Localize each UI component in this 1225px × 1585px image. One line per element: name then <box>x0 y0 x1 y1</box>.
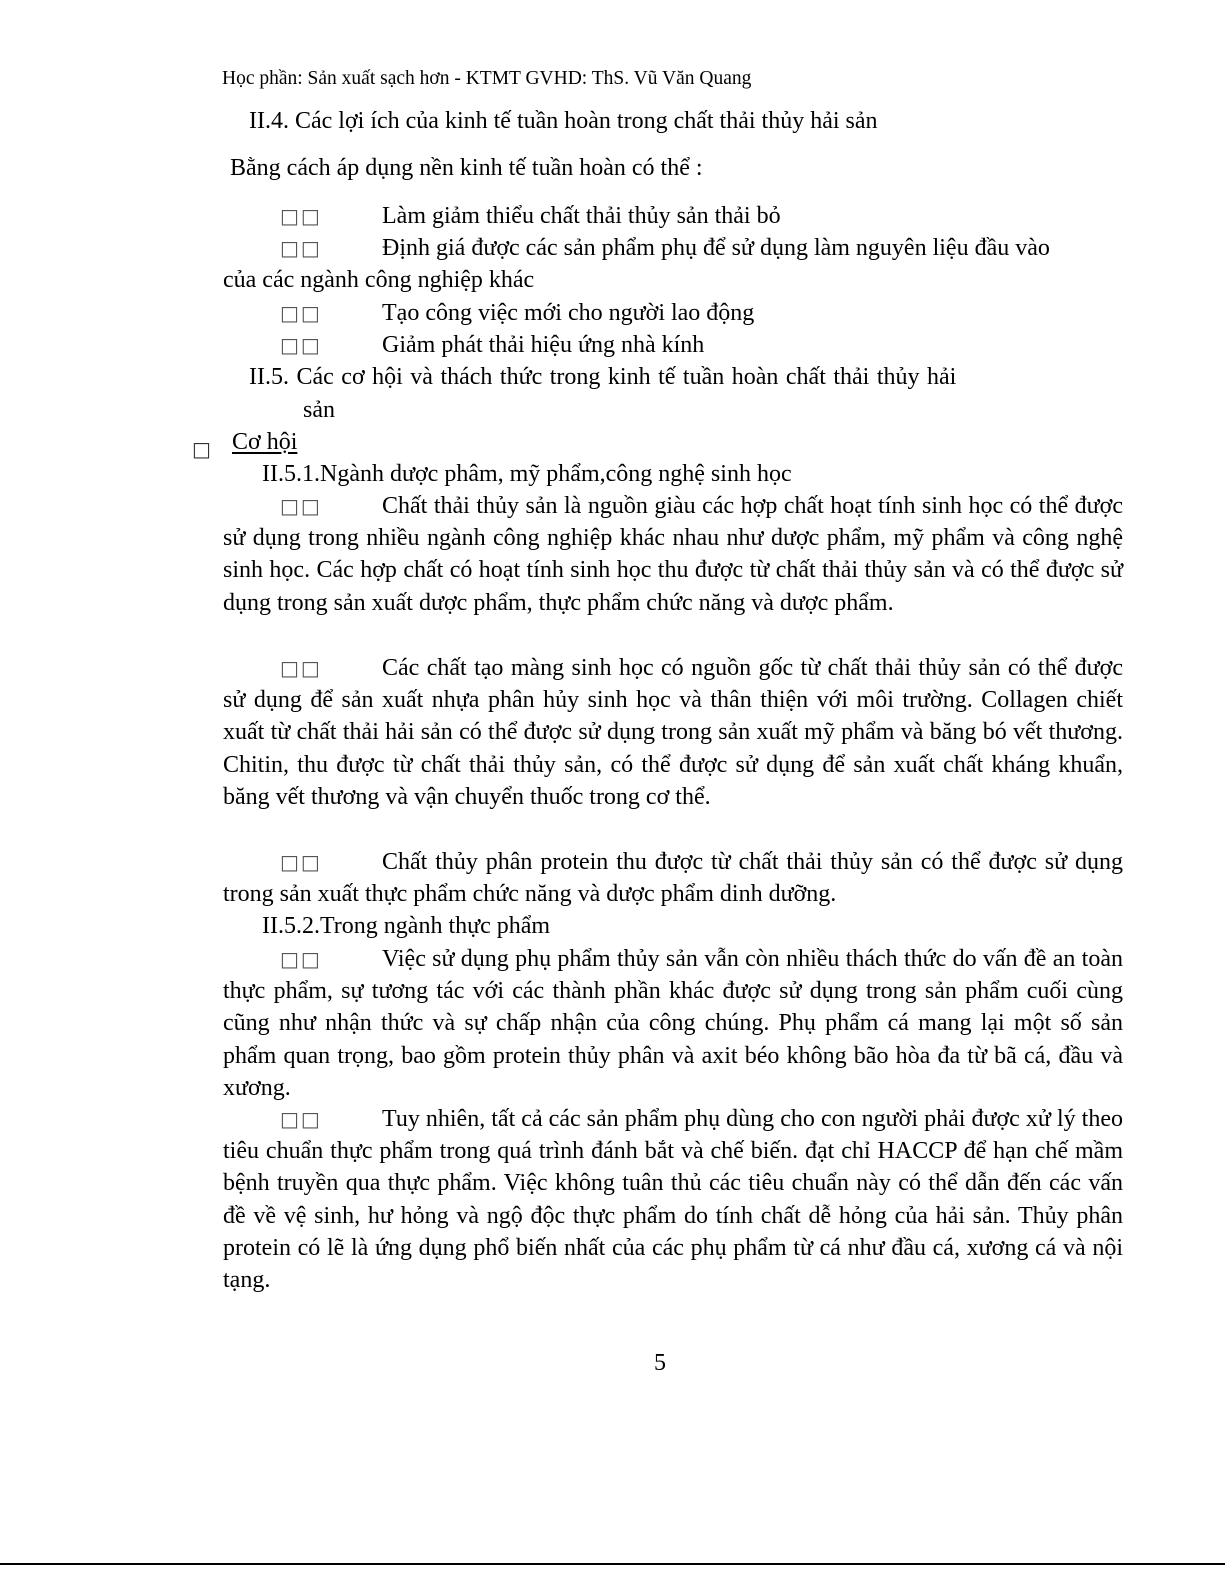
paragraph: □□ Các chất tạo màng sinh học có nguồn gốc từ chất thải thủy sản có thể được sử dụng để sản xuất nhựa phân hủy sinh học và thân thiện với môi trường. Collagen chiết xuất từ chất thải hải sản có thể được sử dụng trong sản xuất mỹ phẩm và băng bó vết thương. Chitin, thu được từ chất thải thủy sản, có thể được sử dụng để sản xuất chất kháng khuẩn, băng vết thương và vận chuyển thuốc trong cơ thể. <box>223 652 1123 813</box>
bullet-icon: □□ <box>280 494 322 518</box>
list-item: □□ Định giá được các sản phẩm phụ để sử dụng làm nguyên liệu đầu vào <box>280 232 1050 264</box>
bullet-icon: □□ <box>280 850 322 874</box>
bullet-icon: □□ <box>280 947 322 971</box>
list-item: □□ Làm giảm thiểu chất thải thủy sản thải bỏ <box>280 200 781 232</box>
bullet-icon: □□ <box>280 301 322 325</box>
bullet-icon: □□ <box>280 333 322 357</box>
page-number: 5 <box>654 1350 666 1376</box>
paragraph: □□ Chất thải thủy sản là nguồn giàu các hợp chất hoạt tính sinh học có thể được sử dụng trong nhiều ngành công nghiệp khác nhau như dược phẩm, mỹ phẩm và công nghệ sinh học. Các hợp chất có hoạt tính sinh học thu được từ chất thải thủy sản và có thể được sử dụng trong sản xuất dược phẩm, thực phẩm chức năng và dược phẩm. <box>223 490 1123 619</box>
opportunity-heading: Cơ hội <box>232 429 298 455</box>
list-item-continuation: của các ngành công nghiệp khác <box>223 267 535 293</box>
section-2-5-title: II.5. Các cơ hội và thách thức trong kinh tế tuần hoàn chất thải thủy hải <box>249 364 957 390</box>
bullet-icon: □□ <box>280 236 322 260</box>
bottom-border <box>0 1563 1225 1565</box>
paragraph: □□ Việc sử dụng phụ phẩm thủy sản vẫn còn nhiều thách thức do vấn đề an toàn thực phẩm, sự tương tác với các thành phần khác được sử dụng trong sản phẩm cuối cùng cũng như nhận thức và sự chấp nhận của công chúng. Phụ phẩm cá mang lại một số sản phẩm quan trọng, bao gồm protein thủy phân và axit béo không bão hòa đa từ bã cá, đầu và xương. <box>223 943 1123 1104</box>
bullet-icon: □□ <box>280 1107 322 1131</box>
subsection-2-5-2-title: II.5.2.Trong ngành thực phẩm <box>262 913 551 939</box>
bullet-icon: □□ <box>280 656 322 680</box>
square-bullet-icon: □ <box>192 437 211 461</box>
bullet-icon: □□ <box>280 204 322 228</box>
page-header: Học phần: Sản xuất sạch hơn - KTMT GVHD: ThS. Vũ Văn Quang <box>222 68 752 89</box>
paragraph: □□ Tuy nhiên, tất cả các sản phẩm phụ dùng cho con người phải được xử lý theo tiêu chuẩn thực phẩm trong quá trình đánh bắt và chế biến. đạt chỉ HACCP để hạn chế mầm bệnh truyền qua thực phẩm. Việc không tuân thủ các tiêu chuẩn này có thể dẫn đến các vấn đề về vệ sinh, hư hỏng và ngộ độc thực phẩm do tính chất dễ hỏng của hải sản. Thủy phân protein có lẽ là ứng dụng phổ biến nhất của các phụ phẩm từ cá như đầu cá, xương cá và nội tạng. <box>223 1103 1123 1296</box>
paragraph: □□ Chất thủy phân protein thu được từ chất thải thủy sản có thể được sử dụng trong sản xuất thực phẩm chức năng và dược phẩm dinh dưỡng. <box>223 846 1123 910</box>
list-item: □□ Tạo công việc mới cho người lao động <box>280 297 754 329</box>
section-2-4-intro: Bằng cách áp dụng nền kinh tế tuần hoàn có thể : <box>230 155 703 181</box>
subsection-2-5-1-title: II.5.1.Ngành dược phâm, mỹ phẩm,công nghệ sinh học <box>262 461 792 487</box>
section-2-4-title: II.4. Các lợi ích của kinh tế tuần hoàn trong chất thải thủy hải sản <box>249 108 878 134</box>
list-item: □□ Giảm phát thải hiệu ứng nhà kính <box>280 329 704 361</box>
section-2-5-title-continuation: sản <box>303 397 335 423</box>
